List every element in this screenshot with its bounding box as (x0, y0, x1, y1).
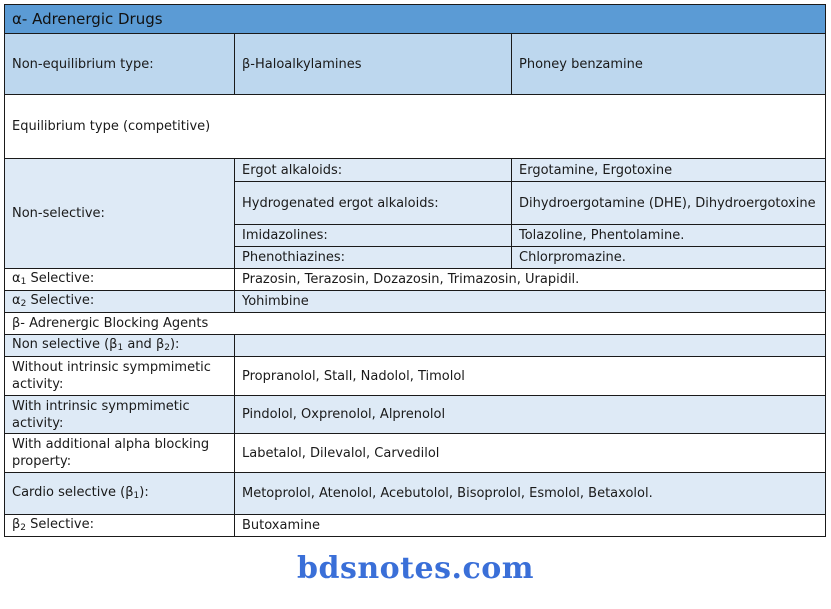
beta-row (5, 434, 826, 473)
beta-row-label: Without intrinsic sympmimetic activity: (5, 357, 235, 396)
cardio-selective-drugs: Metoprolol, Atenolol, Acebutolol, Bisoprolol, Esmolol, Betaxolol. (235, 473, 826, 515)
beta2-selective-row (5, 515, 826, 537)
drug-class: Imidazolines: (235, 225, 512, 247)
non-selective-row (5, 159, 826, 182)
beta-row-label: With additional alpha blocking property: (5, 434, 235, 473)
non-equilibrium-label: Non-equilibrium type: (5, 34, 235, 95)
beta-row-drugs: Labetalol, Dilevalol, Carvedilol (235, 434, 826, 473)
drug-list: Ergotamine, Ergotoxine (512, 159, 826, 182)
alpha-section-title: α- Adrenergic Drugs (5, 5, 826, 34)
beta2-drugs: Butoxamine (235, 515, 826, 537)
alpha-header-row (5, 5, 826, 34)
drug-class: Hydrogenated ergot alkaloids: (235, 182, 512, 225)
drug-list: Dihydroergotamine (DHE), Dihydroergotoxine (512, 182, 826, 225)
non-equilibrium-row (5, 34, 826, 95)
alpha2-drugs: Yohimbine (235, 291, 826, 313)
watermark: bdsnotes.com (297, 551, 534, 586)
beta2-label: $\beta_2$ Selective: (5, 515, 235, 537)
non-selective-label: Non-selective: (5, 159, 235, 269)
alpha1-selective-row (5, 269, 826, 291)
beta-non-selective-drugs (235, 335, 826, 357)
alpha1-drugs: Prazosin, Terazosin, Dozazosin, Trimazosin, Urapidil. (235, 269, 826, 291)
non-equilibrium-class: β-Haloalkylamines (235, 34, 512, 95)
drug-class: Phenothiazines: (235, 247, 512, 269)
beta-row (5, 396, 826, 434)
beta-row-label: With intrinsic sympmimetic activity: (5, 396, 235, 434)
beta-section-title: β- Adrenergic Blocking Agents (5, 313, 826, 335)
cardio-selective-row (5, 473, 826, 515)
alpha1-label: $\alpha_1$ Selective: (5, 269, 235, 291)
equilibrium-label: Equilibrium type (competitive) (5, 95, 826, 159)
equilibrium-row (5, 95, 826, 159)
beta-row-drugs: Propranolol, Stall, Nadolol, Timolol (235, 357, 826, 396)
beta-non-selective-row (5, 335, 826, 357)
drug-list: Tolazoline, Phentolamine. (512, 225, 826, 247)
alpha2-selective-row (5, 291, 826, 313)
beta-non-selective-label: Non selective ($\beta_1$ and $\beta_2$): (5, 335, 235, 357)
non-equilibrium-drug: Phoney benzamine (512, 34, 826, 95)
adrenergic-drugs-table (4, 4, 826, 537)
cardio-selective-label: Cardio selective $(\beta_1)$: (5, 473, 235, 515)
beta-row-drugs: Pindolol, Oxprenolol, Alprenolol (235, 396, 826, 434)
drug-class: Ergot alkaloids: (235, 159, 512, 182)
beta-row (5, 357, 826, 396)
drug-list: Chlorpromazine. (512, 247, 826, 269)
beta-header-row (5, 313, 826, 335)
alpha2-label: $\alpha_2$ Selective: (5, 291, 235, 313)
